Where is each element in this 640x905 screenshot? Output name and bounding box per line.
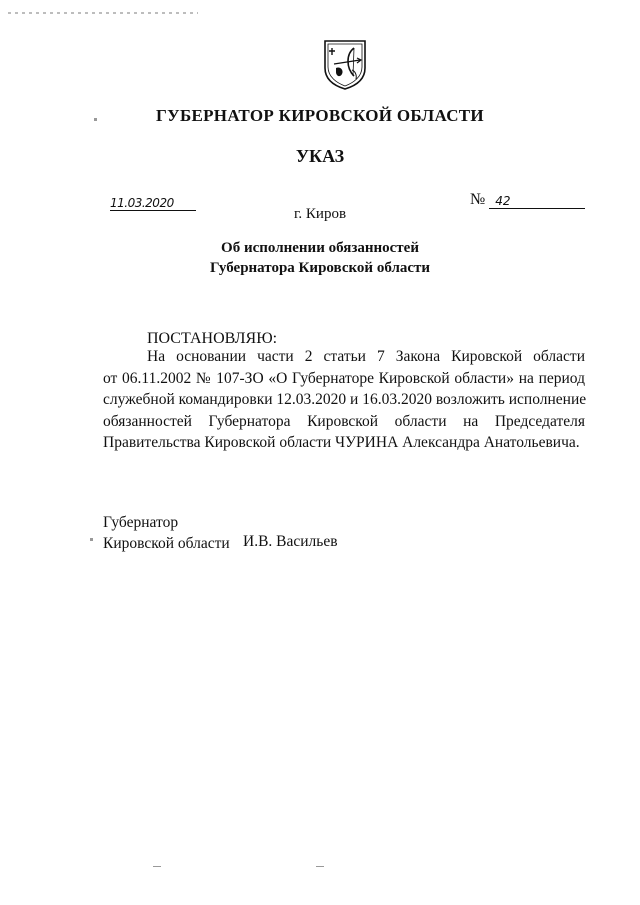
scan-artifact (94, 118, 97, 121)
subject-line-1: Об исполнении обязанностей (221, 240, 419, 256)
body-line: На основании части 2 статьи 7 Закона Кировской области (147, 348, 585, 365)
scan-artifact (316, 866, 324, 867)
decree-word: ПОСТАНОВЛЯЮ: (147, 330, 278, 347)
document-subject (0, 238, 640, 278)
position-line-1: Губернатор (103, 514, 179, 531)
city: г. Киров (293, 206, 347, 222)
body-line: служебной командировки 12.03.2020 и 16.03.2020 возложить исполнение (103, 391, 587, 408)
document-body (103, 346, 585, 454)
governor-heading: ГУБЕРНАТОР КИРОВСКОЙ ОБЛАСТИ (156, 106, 484, 125)
scan-artifact (90, 538, 93, 541)
signatory-name: И.В. Васильев (243, 533, 338, 550)
handwritten-number: 42 (495, 194, 511, 208)
scan-artifact (8, 12, 198, 14)
number-label: № (470, 191, 486, 208)
body-line: обязанностей Губернатора Кировской области на Председателя (103, 412, 585, 430)
signature-position (103, 512, 230, 554)
body-line: от 06.11.2002 № 107-ЗО «О Губернаторе Кировской области» на период (103, 369, 585, 387)
kirov-coat-of-arms-icon (322, 38, 368, 90)
scan-artifact (153, 866, 161, 867)
handwritten-date: 11.03.2020 (110, 196, 174, 210)
subject-line-2: Губернатора Кировской области (209, 260, 431, 276)
position-line-2: Кировской области (103, 535, 230, 552)
document-type: УКАЗ (295, 146, 345, 166)
body-line: Правительства Кировской области ЧУРИНА Александра Анатольевича. (103, 434, 580, 451)
